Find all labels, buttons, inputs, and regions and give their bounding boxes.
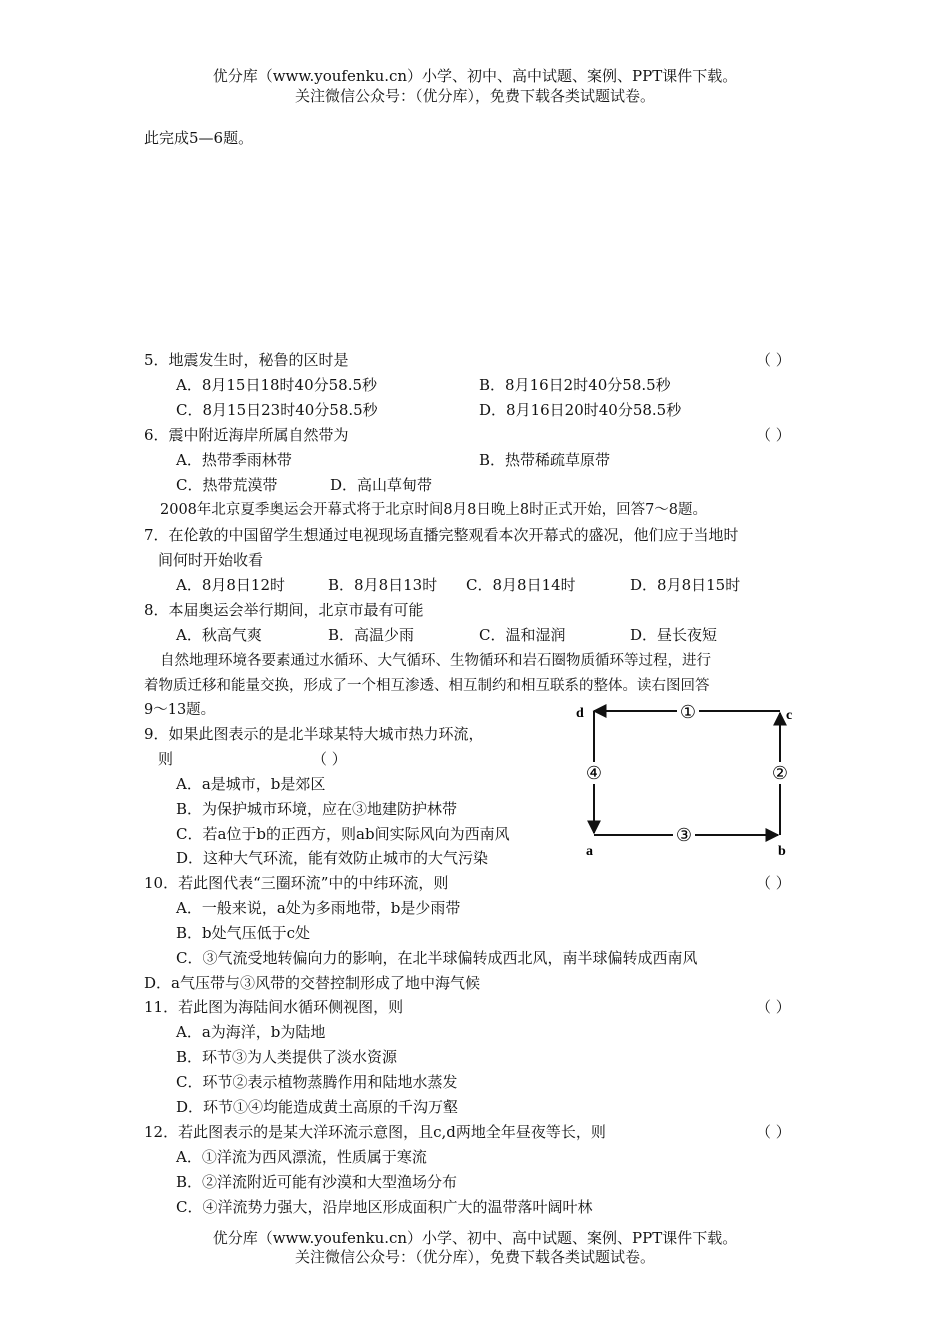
flow-number-4: ④: [585, 763, 603, 783]
q5-option-d: D．8月16日20时40分58.5秒: [479, 401, 682, 419]
q10-option-c: C．③气流受地转偏向力的影响，在北半球偏转成西北风，南半球偏转成西南风: [176, 949, 698, 967]
q5-option-b: B．8月16日2时40分58.5秒: [479, 376, 671, 394]
intro-9-13-line-1: 自然地理环境各要素通过水循环、大气循环、生物循环和岩石圈物质循环等过程，进行: [160, 653, 711, 669]
q11-stem: 11．若此图为海陆间水循环侧视图，则: [144, 998, 404, 1016]
q12-stem: 12．若此图表示的是某大洋环流示意图，且c,d两地全年昼夜等长，则: [144, 1123, 606, 1141]
q12-option-c: C．④洋流势力强大，沿岸地区形成面积广大的温带落叶阔叶林: [176, 1198, 593, 1216]
q10-stem: 10．若此图代表“三圈环流”中的中纬环流，则: [144, 874, 449, 892]
intro-9-13-line-3: 9～13题。: [144, 702, 216, 718]
q6-option-c: C．热带荒漠带: [176, 476, 278, 494]
corner-label-d: d: [576, 706, 584, 721]
header-line-2: 关注微信公众号：（优分库），免费下载各类试题试卷。: [294, 87, 655, 105]
q9-stem-line-1: 9．如果此图表示的是北半球某特大城市热力环流，: [144, 725, 484, 743]
q11-answer-paren: （ ）: [756, 998, 791, 1016]
q6-option-d: D．高山草甸带: [330, 476, 433, 494]
q7-option-d: D．8月8日15时: [630, 576, 741, 594]
header-line-1: 优分库（www.youfenku.cn）小学、初中、高中试题、案例、PPT课件下载。: [212, 67, 738, 85]
q5-answer-paren: （ ）: [756, 351, 791, 369]
q8-option-a: A．秋高气爽: [176, 626, 262, 644]
circulation-diagram: [570, 695, 800, 865]
corner-label-c: c: [786, 708, 793, 723]
q9-option-c: C．若a位于b的正西方，则ab间实际风向为西南风: [176, 825, 510, 843]
q11-option-a: A．a为海洋，b为陆地: [176, 1023, 326, 1041]
q12-answer-paren: （ ）: [756, 1123, 791, 1141]
q7-stem-line-2: 间何时开始收看: [158, 551, 264, 569]
intro-7-8: 2008年北京夏季奥运会开幕式将于北京时间8月8日晚上8时正式开始，回答7～8题。: [160, 502, 708, 518]
flow-number-3: ③: [675, 825, 693, 845]
q10-option-a: A．一般来说，a处为多雨地带，b是少雨带: [176, 899, 461, 917]
q6-answer-paren: （ ）: [756, 426, 791, 444]
q7-option-c: C．8月8日14时: [466, 576, 576, 594]
q12-option-a: A．①洋流为西风漂流，性质属于寒流: [176, 1148, 427, 1166]
q11-option-d: D．环节①④均能造成黄土高原的千沟万壑: [176, 1098, 459, 1116]
q5-stem: 5．地震发生时，秘鲁的区时是: [144, 351, 349, 369]
q9-answer-paren: （ ）: [312, 750, 347, 768]
q12-option-b: B．②洋流附近可能有沙漠和大型渔场分布: [176, 1173, 458, 1191]
corner-label-a: a: [586, 844, 593, 859]
q6-option-a: A．热带季雨林带: [176, 451, 292, 469]
q9-option-b: B．为保护城市环境，应在③地建防护林带: [176, 800, 458, 818]
q8-option-c: C．温和湿润: [479, 626, 566, 644]
q11-option-c: C．环节②表示植物蒸腾作用和陆地水蒸发: [176, 1073, 458, 1091]
q9-stem-line-2: 则: [158, 750, 174, 768]
q6-option-b: B．热带稀疏草原带: [479, 451, 611, 469]
q10-option-d: D．a气压带与③风带的交替控制形成了地中海气候: [144, 974, 480, 992]
q5-option-c: C．8月15日23时40分58.5秒: [176, 401, 378, 419]
q7-option-a: A．8月8日12时: [176, 576, 286, 594]
q9-option-a: A．a是城市，b是郊区: [176, 775, 326, 793]
q7-stem-line-1: 7．在伦敦的中国留学生想通过电视现场直播完整观看本次开幕式的盛况，他们应于当地时: [144, 526, 739, 544]
flow-number-2: ②: [771, 763, 789, 783]
q10-option-b: B．b处气压低于c处: [176, 924, 311, 942]
q8-option-d: D．昼长夜短: [630, 626, 718, 644]
footer-line-2: 关注微信公众号：（优分库），免费下载各类试题试卷。: [294, 1248, 655, 1266]
q10-answer-paren: （ ）: [756, 874, 791, 892]
q11-option-b: B．环节③为人类提供了淡水资源: [176, 1048, 398, 1066]
q6-stem: 6．震中附近海岸所属自然带为: [144, 426, 349, 444]
intro-9-13-line-2: 着物质迁移和能量交换，形成了一个相互渗透、相互制约和相互联系的整体。读右图回答: [144, 678, 710, 694]
q7-option-b: B．8月8日13时: [328, 576, 438, 594]
footer-line-1: 优分库（www.youfenku.cn）小学、初中、高中试题、案例、PPT课件下载。: [212, 1229, 738, 1247]
intro-5-6: 此完成5—6题。: [144, 129, 254, 147]
q5-option-a: A．8月15日18时40分58.5秒: [176, 376, 378, 394]
corner-label-b: b: [778, 844, 786, 859]
q8-option-b: B．高温少雨: [328, 626, 415, 644]
flow-number-1: ①: [679, 702, 697, 722]
q9-option-d: D．这种大气环流，能有效防止城市的大气污染: [176, 849, 489, 867]
q8-stem: 8．本届奥运会举行期间，北京市最有可能: [144, 601, 424, 619]
